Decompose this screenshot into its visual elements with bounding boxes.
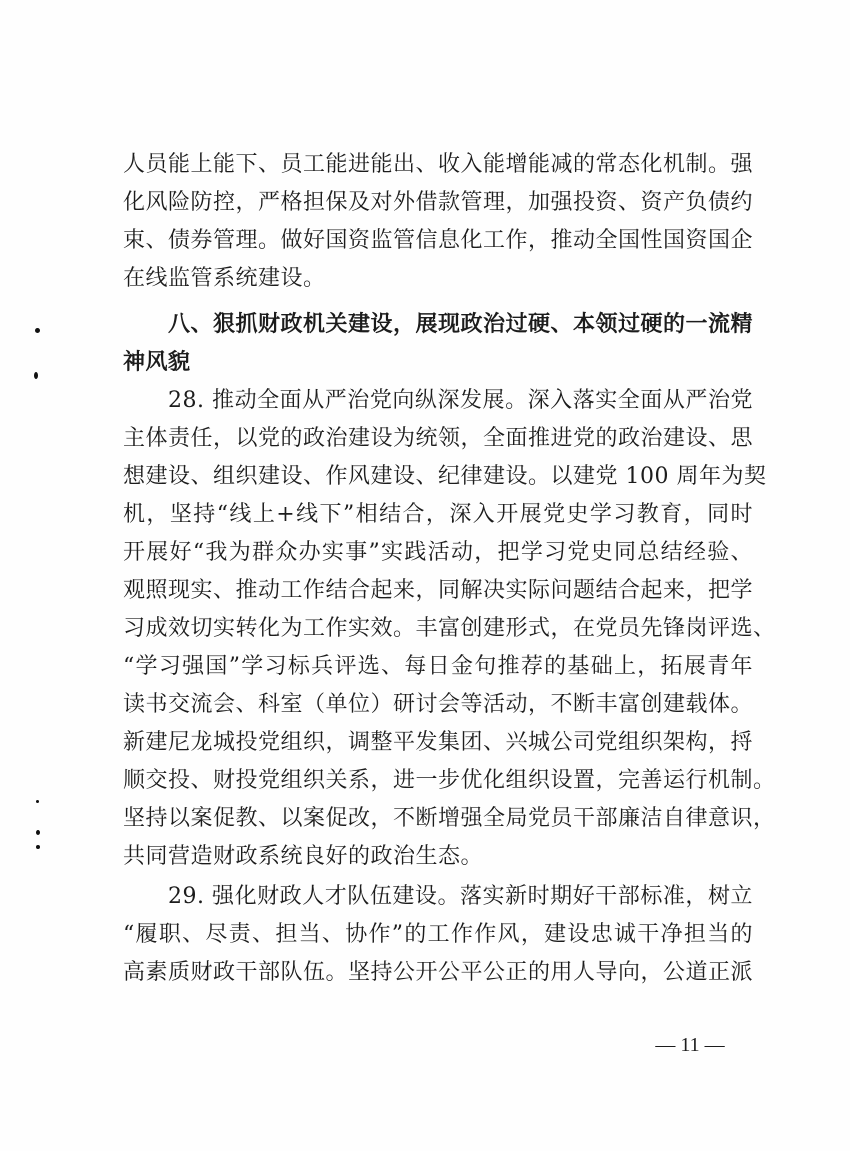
paragraph-line: 坚持以案促教、以案促改，不断增强全局党员干部廉洁自律意识， [123,806,776,831]
scan-speck [36,845,40,849]
section-heading: 神风貌 [123,350,191,375]
paragraph-line: 高素质财政干部队伍。坚持公开公平公正的用人导向，公道正派 [123,960,754,985]
paragraph-line: 在线监管系统建设。 [123,266,326,291]
paragraph-line: 28. 推动全面从严治党向纵深发展。深入落实全面从严治党 [168,388,753,413]
scan-speck [35,328,40,333]
paragraph-line: 机，坚持“线上+线下”相结合，深入开展党史学习教育，同时 [123,502,753,527]
scan-speck [34,372,38,379]
scan-speck [36,830,40,835]
paragraph-line: 想建设、组织建设、作风建设、纪律建设。以建党 100 周年为契 [123,464,767,489]
paragraph-line: 共同营造财政系统良好的政治生态。 [123,844,484,869]
paragraph-line: “履职、尽责、担当、协作”的工作作风，建设忠诚干净担当的 [123,922,753,947]
paragraph-line: 新建尼龙城投党组织，调整平发集团、兴城公司党组织架构，捋 [123,730,754,755]
paragraph-line: 习成效切实转化为工作实效。丰富创建形式，在党员先锋岗评选、 [123,616,776,641]
paragraph-line: 主体责任，以党的政治建设为统领，全面推进党的政治建设、思 [123,426,754,451]
page-number: — 11 — [655,1034,725,1056]
paragraph-line: 29. 强化财政人才队伍建设。落实新时期好干部标准，树立 [168,884,753,909]
scan-speck [36,800,39,803]
paragraph-line: 化风险防控，严格担保及对外借款管理，加强投资、资产负债约 [123,190,754,215]
section-heading: 八、狠抓财政机关建设，展现政治过硬、本领过硬的一流精 [168,312,754,337]
paragraph-line: 开展好“我为群众办实事”实践活动，把学习党史同总结经验、 [123,540,753,565]
paragraph-line: 人员能上能下、员工能进能出、收入能增能减的常态化机制。强 [123,152,754,177]
paragraph-line: 顺交投、财投党组织关系，进一步优化组织设置，完善运行机制。 [123,768,776,793]
paragraph-line: 束、债券管理。做好国资监管信息化工作，推动全国性国资国企 [123,228,754,253]
paragraph-line: 观照现实、推动工作结合起来，同解决实际问题结合起来，把学 [123,578,754,603]
paragraph-line: 读书交流会、科室（单位）研讨会等活动，不断丰富创建载体。 [123,692,754,717]
paragraph-line: “学习强国”学习标兵评选、每日金句推荐的基础上，拓展青年 [123,654,753,679]
